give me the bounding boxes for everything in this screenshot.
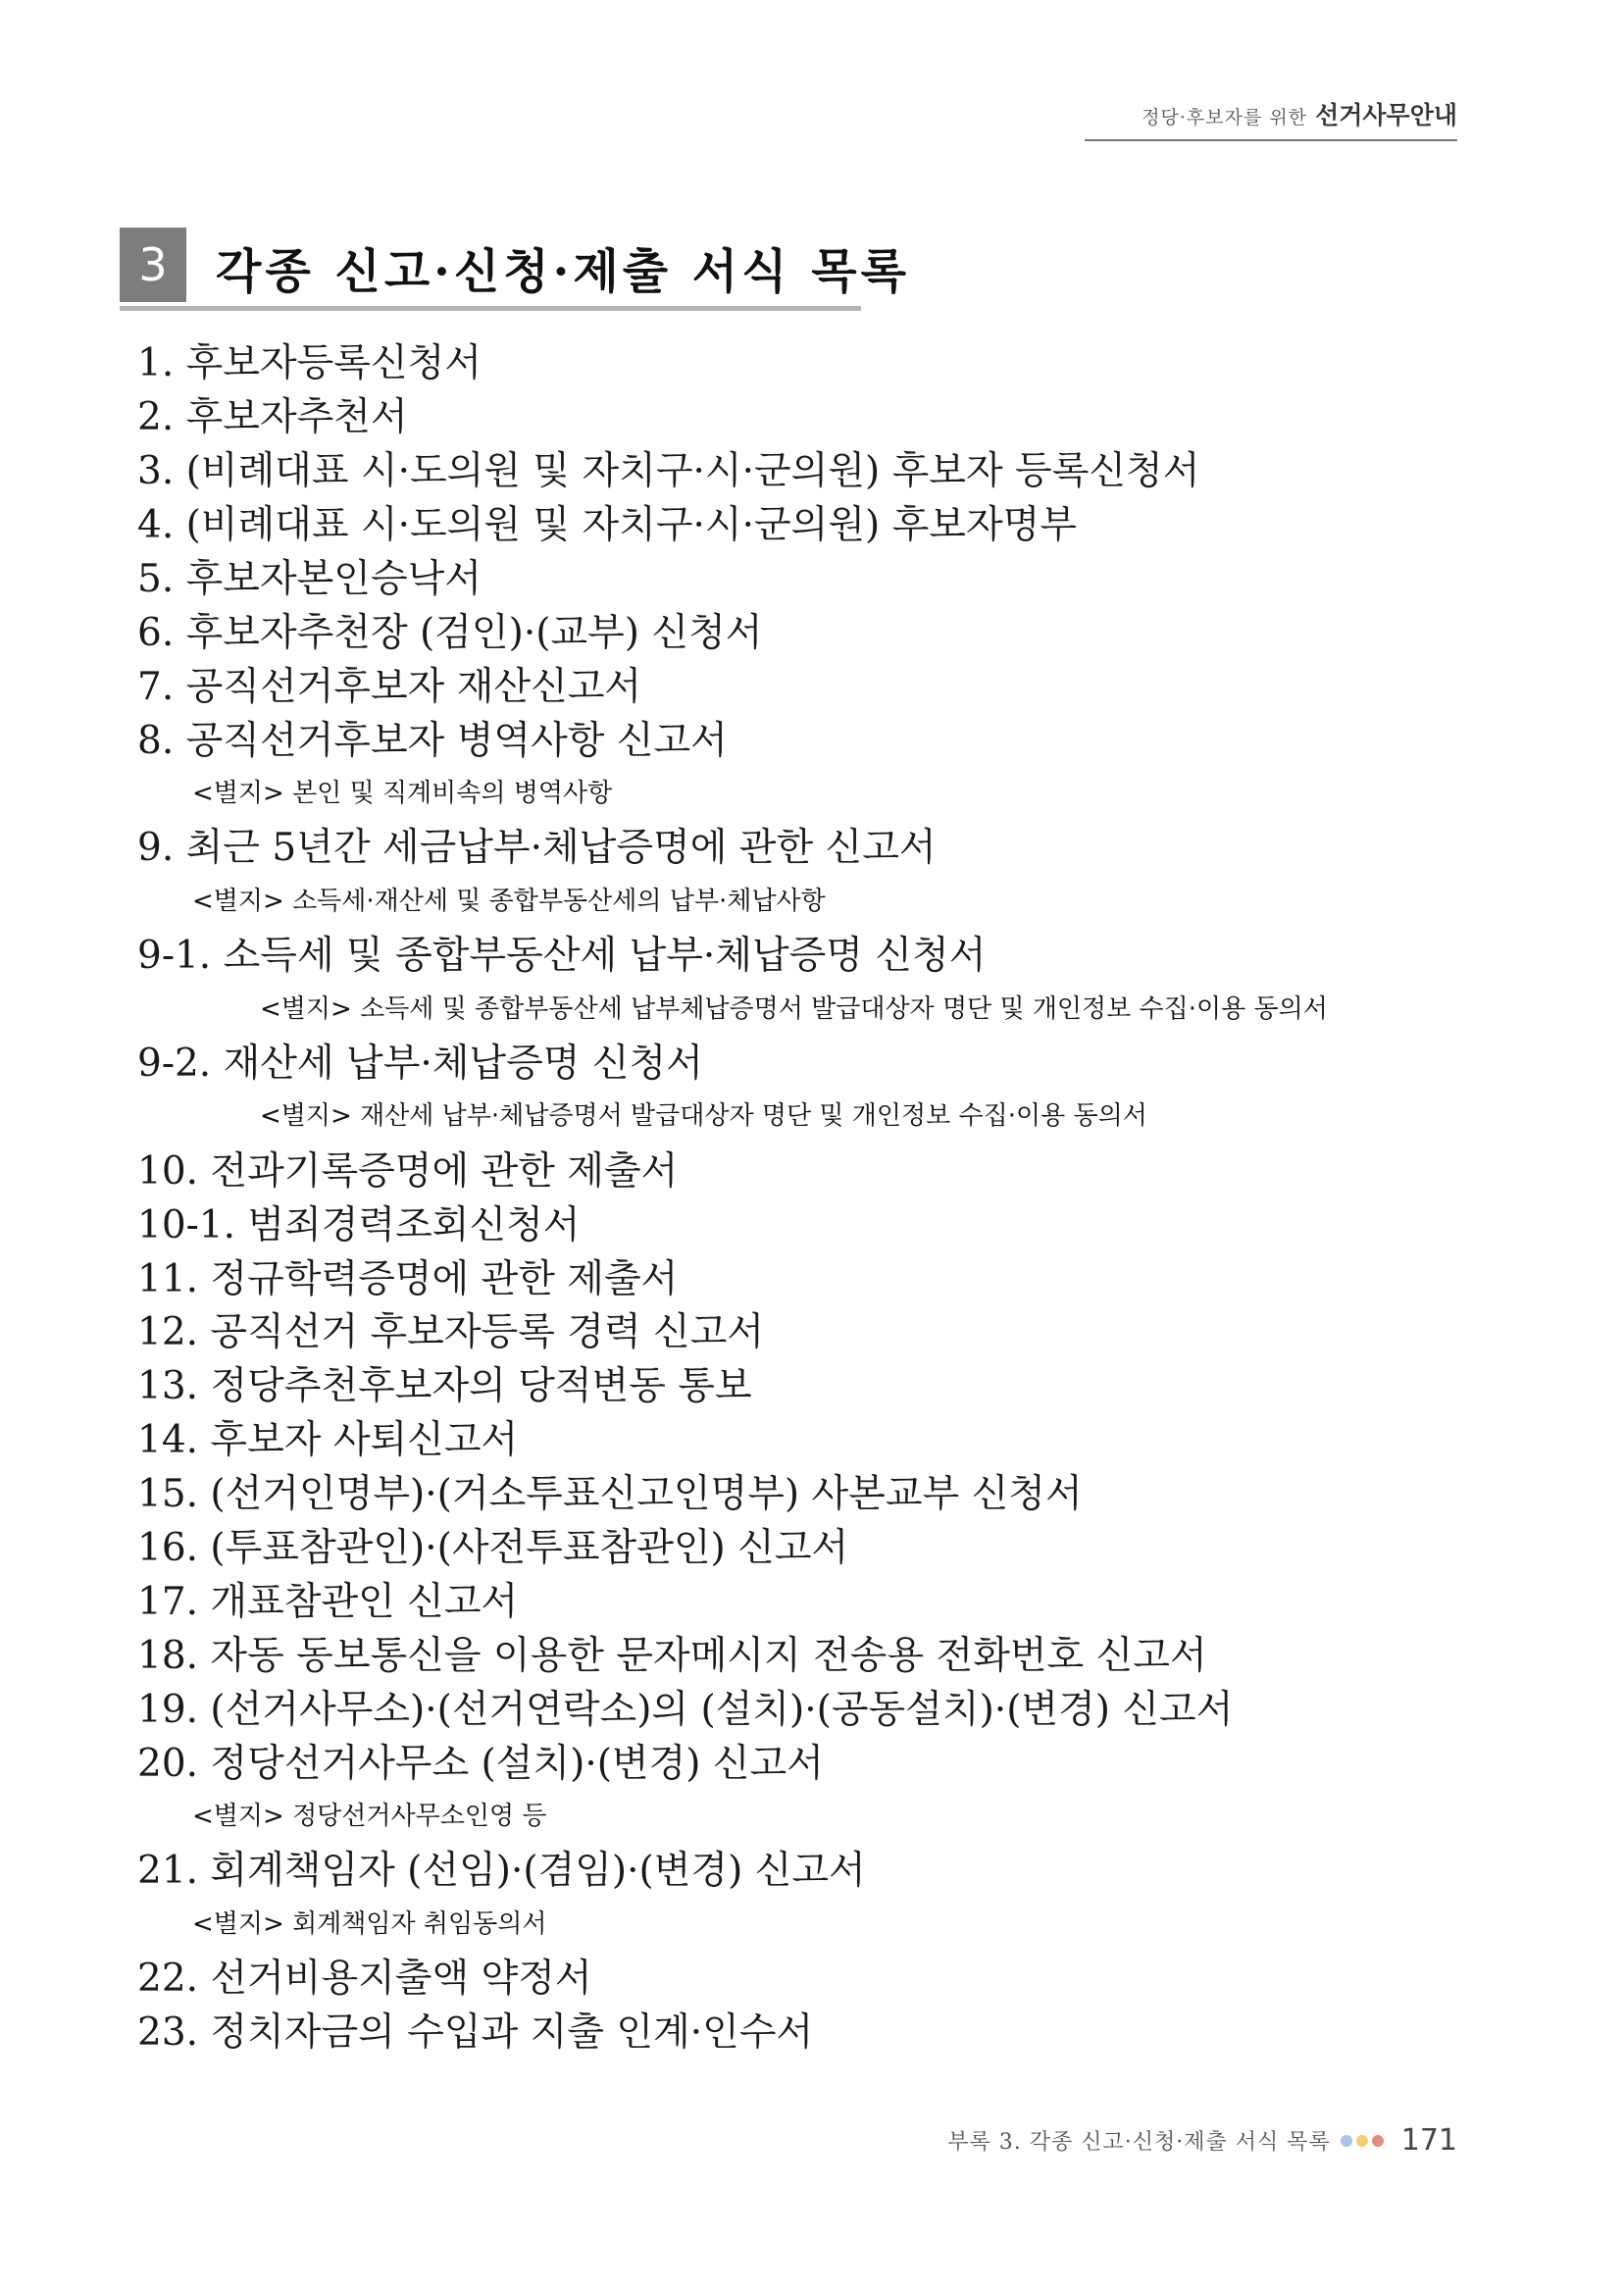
form-list-subitem: <별지> 재산세 납부·체납증명서 발급대상자 명단 및 개인정보 수집·이용 동의서 (260, 1101, 1147, 1132)
form-list-item: 13. 정당추천후보자의 당적변동 통보 (137, 1364, 752, 1409)
section-title: 각종 신고·신청·제출 서식 목록 (216, 244, 910, 299)
form-list-item: 11. 정규학력증명에 관한 제출서 (137, 1256, 679, 1301)
form-list-item: 9-1. 소득세 및 종합부동산세 납부·체납증명 신청서 (137, 934, 987, 979)
header-title: 선거사무안내 (1315, 101, 1457, 129)
form-list-subitem: <별지> 본인 및 직계비속의 병역사항 (192, 779, 613, 809)
form-list-item: 12. 공직선거 후보자등록 경력 신고서 (137, 1310, 765, 1355)
form-list-item: 2. 후보자추천서 (137, 395, 408, 440)
form-list-item: 9. 최근 5년간 세금납부·체납증명에 관한 신고서 (137, 826, 937, 871)
form-list-item: 21. 회계책임자 (선임)·(겸임)·(변경) 신고서 (137, 1849, 866, 1894)
form-list-item: 5. 후보자본인승낙서 (137, 557, 482, 602)
form-list-subitem: <별지> 소득세·재산세 및 종합부동산세의 납부·체납사항 (192, 886, 826, 916)
form-list-item: 9-2. 재산세 납부·체납증명 신청서 (137, 1042, 703, 1087)
footer-dot (1341, 2135, 1352, 2147)
section-number-badge: 3 (120, 228, 186, 302)
running-header (1085, 96, 1457, 141)
form-list-item: 4. (비례대표 시·도의원 및 자치구·시·군의원) 후보자명부 (137, 503, 1077, 548)
form-list-item: 17. 개표참관인 신고서 (137, 1579, 519, 1624)
footer-text: 부록 3. 각종 신고·신청·제출 서식 목록 (947, 2130, 1331, 2155)
form-list-item: 8. 공직선거후보자 병역사항 신고서 (137, 718, 728, 763)
footer-dot (1372, 2135, 1384, 2147)
form-list-item: 22. 선거비용지출액 약정서 (137, 1957, 592, 2002)
form-list (137, 333, 1491, 2057)
form-list-item: 16. (투표참관인)·(사전투표참관인) 신고서 (137, 1526, 849, 1571)
form-list-item: 19. (선거사무소)·(선거연락소)의 (설치)·(공동설치)·(변경) 신고서 (137, 1687, 1234, 1732)
section-heading (120, 228, 910, 311)
form-list-subitem: <별지> 정당선거사무소인영 등 (192, 1801, 547, 1831)
page-footer (947, 2123, 1457, 2158)
form-list-item: 1. 후보자등록신청서 (137, 341, 482, 386)
footer-dots (1341, 2135, 1388, 2147)
form-list-subitem: <별지> 소득세 및 종합부동산세 납부체납증명서 발급대상자 명단 및 개인정보 수집·이용 동의서 (260, 993, 1328, 1024)
form-list-item: 7. 공직선거후보자 재산신고서 (137, 664, 642, 709)
form-list-item: 20. 정당선거사무소 (설치)·(변경) 신고서 (137, 1741, 824, 1786)
form-list-item: 15. (선거인명부)·(거소투표신고인명부) 사본교부 신청서 (137, 1472, 1083, 1517)
form-list-subitem: <별지> 회계책임자 취임동의서 (192, 1908, 547, 1939)
page-number: 171 (1400, 2123, 1457, 2158)
form-list-item: 18. 자동 동보통신을 이용한 문자메시지 전송용 전화번호 신고서 (137, 1633, 1207, 1678)
form-list-item: 10. 전과기록증명에 관한 제출서 (137, 1148, 679, 1194)
form-list-item: 3. (비례대표 시·도의원 및 자치구·시·군의원) 후보자 등록신청서 (137, 449, 1200, 494)
form-list-item: 10-1. 범죄경력조회신청서 (137, 1202, 581, 1247)
footer-dot (1356, 2135, 1368, 2147)
form-list-item: 23. 정치자금의 수입과 지출 인계·인수서 (137, 2010, 814, 2056)
form-list-item: 14. 후보자 사퇴신고서 (137, 1418, 519, 1463)
header-prefix: 정당·후보자를 위한 (1142, 107, 1308, 128)
form-list-item: 6. 후보자추천장 (검인)·(교부) 신청서 (137, 610, 763, 655)
